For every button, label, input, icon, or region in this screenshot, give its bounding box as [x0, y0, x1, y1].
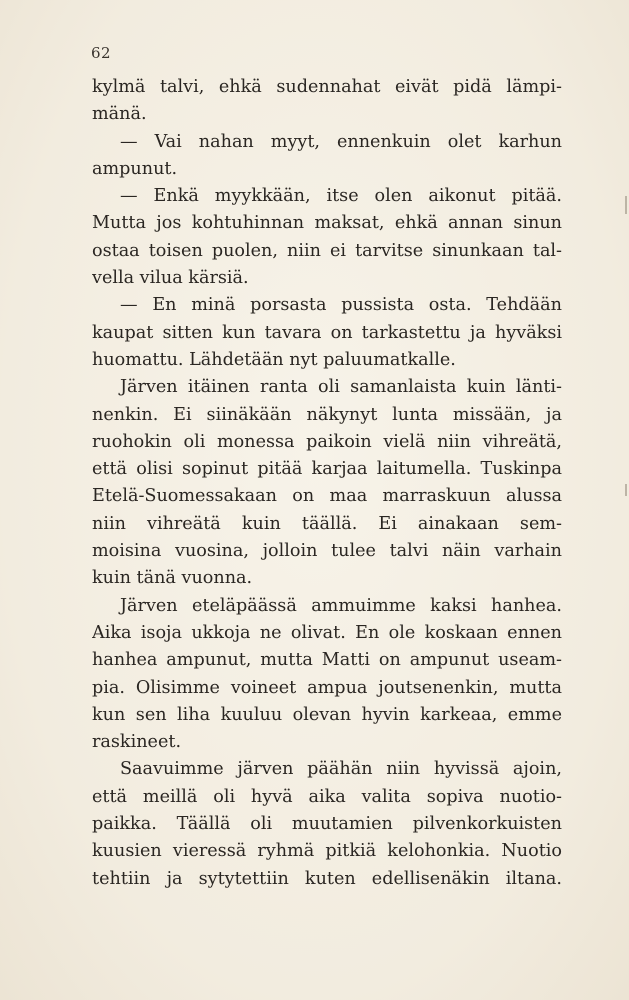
text-line: — Vai nahan myyt, ennenkuin olet karhun [120, 131, 562, 152]
text-line: nenkin. Ei siinäkään näkynyt lunta missään, ja [92, 404, 562, 425]
text-line: Saavuimme järven päähän niin hyvissä ajoin, [120, 759, 562, 780]
text-line: kaupat sitten kun tavara on tarkastettu ja hyväksi [92, 322, 562, 343]
text-line: kuusien vieressä ryhmä pitkiä kelohonkia. Nuotio [92, 841, 562, 862]
text-line: huomattu. Lähdetään nyt paluumatkalle. [92, 349, 456, 370]
text-line: Järven itäinen ranta oli samanlaista kuin länti- [120, 377, 562, 398]
text-line: hanhea ampunut, mutta Matti on ampunut useam- [92, 650, 562, 671]
text-line: kuin tänä vuonna. [92, 568, 253, 589]
text-line: tehtiin ja sytytettiin kuten edellisenäkin iltana. [92, 868, 562, 889]
text-line: — Enkä myykkään, itse olen aikonut pitää. [120, 186, 562, 207]
text-line: moisina vuosina, jolloin tulee talvi näin varhain [92, 541, 562, 562]
text-line: että olisi sopinut pitää karjaa laitumella. Tuskinpa [92, 459, 562, 480]
text-line: paikka. Täällä oli muutamien pilvenkorkuisten [92, 814, 562, 835]
margin-mark [625, 484, 627, 496]
body-text [92, 74, 562, 893]
text-line: kylmä talvi, ehkä sudennahat eivät pidä lämpi- [92, 77, 562, 97]
text-line: niin vihreätä kuin täällä. Ei ainakaan sem- [92, 513, 562, 534]
text-line: Mutta jos kohtuhinnan maksat, ehkä annan sinun [92, 213, 562, 234]
text-line: ampunut. [92, 158, 178, 179]
text-line: — En minä porsasta pussista osta. Tehdään [120, 295, 562, 316]
text-line: pia. Olisimme voineet ampua joutsenenkin, mutta [92, 677, 562, 698]
text-line: Aika isoja ukkoja ne olivat. En ole koskaan ennen [92, 622, 562, 643]
text-line: mänä. [92, 104, 147, 125]
text-line: kun sen liha kuuluu olevan hyvin karkeaa, emme [92, 704, 562, 725]
text-line: Järven eteläpäässä ammuimme kaksi hanhea. [120, 595, 562, 616]
text-line: vella vilua kärsiä. [92, 268, 249, 289]
page-number: 62 [91, 44, 112, 62]
text-line: ruohokin oli monessa paikoin vielä niin vihreätä, [92, 431, 562, 452]
margin-mark [625, 196, 627, 214]
text-line: Etelä-Suomessakaan on maa marraskuun alussa [92, 486, 562, 507]
text-line: raskineet. [92, 732, 182, 753]
text-line: että meillä oli hyvä aika valita sopiva nuotio- [92, 786, 562, 807]
text-line: ostaa toisen puolen, niin ei tarvitse sinunkaan tal- [92, 240, 562, 261]
